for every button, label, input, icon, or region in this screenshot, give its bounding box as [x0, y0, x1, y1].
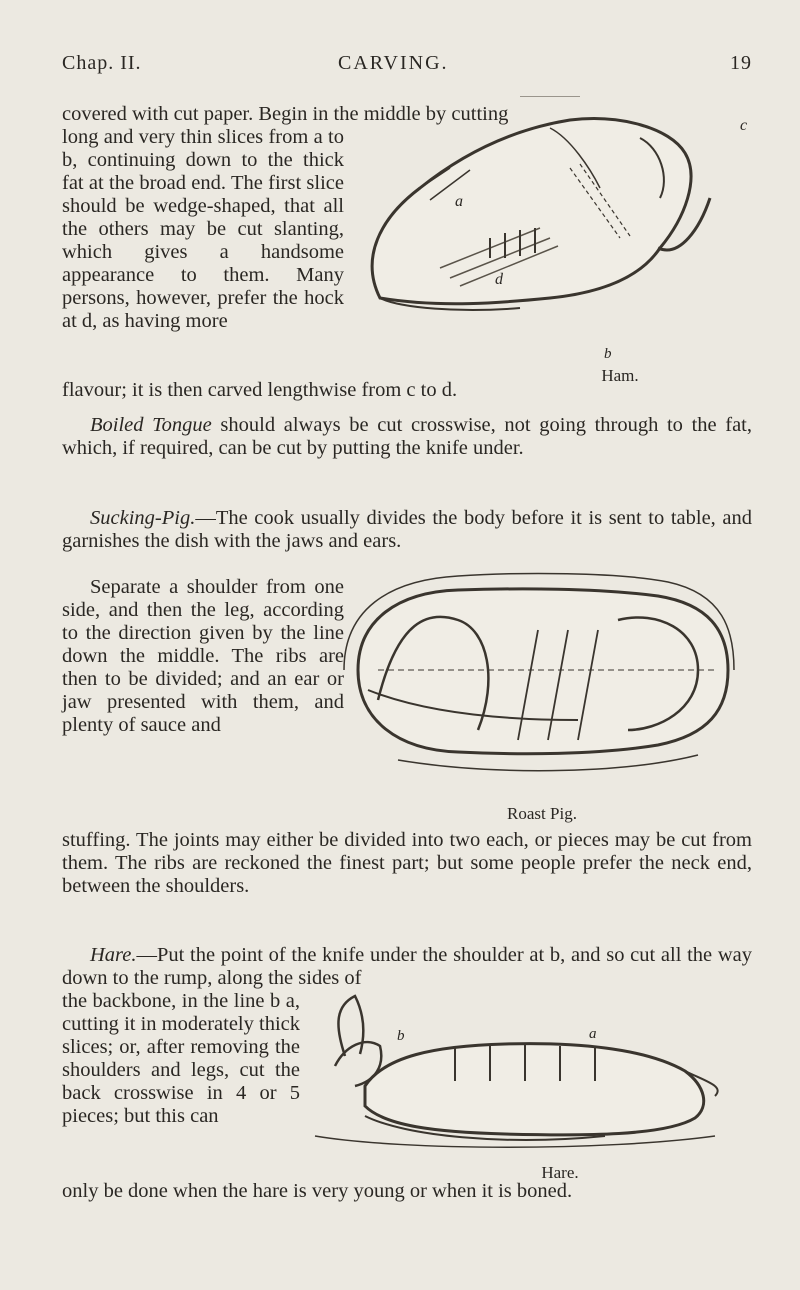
- pig-caption: Roast Pig.: [507, 804, 577, 823]
- ham-label-d: d: [495, 271, 503, 288]
- hare-intro: —Put the point of the knife under the shoulder at b, and so cut all the way down to the rump, along the sides of: [62, 944, 752, 989]
- tongue-paragraph: [62, 414, 752, 460]
- hare-illustration: [305, 986, 725, 1156]
- chapter-label: Chap. II.: [62, 52, 142, 74]
- running-header: [62, 46, 752, 80]
- hare-label-a: a: [589, 1026, 597, 1042]
- hare-intro-paragraph: [62, 944, 752, 990]
- hare-wrapped-paragraph: the backbone, in the line b a, cutting it in moderately thick slices; or, after removing the shoulders and legs, cut the back crosswise in 4 or 5 pieces; but this can: [62, 990, 300, 1127]
- ham-caption: Ham.: [601, 366, 639, 385]
- hare-caption: Hare.: [541, 1163, 579, 1182]
- pig-intro-paragraph: [62, 507, 752, 553]
- tongue-heading: Boiled Tongue: [90, 414, 212, 436]
- hare-label-b: b: [397, 1028, 405, 1044]
- pig-intro: —The cook usually divides the body before it is sent to table, and garnishes the dish with the jaws and ears.: [62, 507, 752, 552]
- hare-last-line: only be done when the hare is very young or when it is boned.: [62, 1180, 573, 1202]
- pig-heading: Sucking-Pig.: [90, 507, 196, 529]
- header-rule: [520, 96, 580, 97]
- pig-wrapped-paragraph: Separate a shoulder from one side, and then the leg, according to the direction given by the line down the middle. The ribs are then to be divided; and an ear or jaw presented with them, and plenty of sauce and: [62, 576, 344, 736]
- ham-last-line: flavour; it is then carved lengthwise from c to d.: [62, 379, 458, 401]
- pig-rest-paragraph: stuffing. The joints may either be divided into two each, or pieces may be cut from them. The ribs are reckoned the finest part; but some people prefer the neck end, between the shoulders.: [62, 829, 752, 897]
- page-number: 19: [730, 52, 752, 74]
- ham-label-c: c: [740, 117, 748, 134]
- pig-illustration: [338, 560, 738, 790]
- page-title: CARVING.: [338, 52, 449, 74]
- ham-paragraph: long and very thin slices from a to b, continuing down to the thick fat at the broad end. The first slice should be wedge-shaped, that all the others may be cut slanting, which gives a handsome appearance to them. Many persons, however, prefer the hock at d, as having more: [62, 126, 344, 332]
- ham-label-b: b: [604, 346, 612, 362]
- ham-label-a: a: [455, 193, 463, 210]
- ham-first-line: covered with cut paper. Begin in the middle by cutting: [62, 103, 509, 125]
- hare-heading: Hare.: [90, 944, 137, 966]
- tongue-body: should always be cut crosswise, not going through to the fat, which, if required, can be cut by putting the knife under.: [62, 414, 752, 459]
- ham-illustration: [340, 108, 760, 368]
